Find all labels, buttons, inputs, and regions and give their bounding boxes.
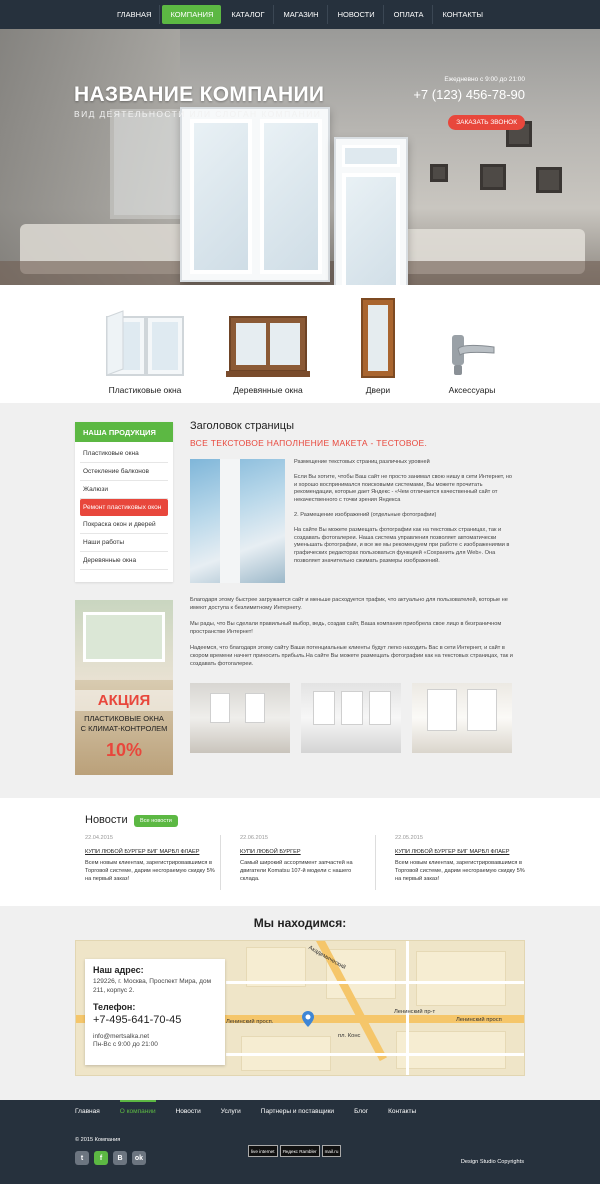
news-divider [375,835,376,890]
footer-link-services[interactable]: Услуги [220,1108,241,1115]
news-title: Новости [85,814,128,826]
page-title: Заголовок страницы [190,420,294,432]
interior-window [313,691,335,725]
map-label: Ленинский просп. [226,1019,274,1025]
map-label: пл. Конс [338,1033,361,1039]
promo-banner[interactable] [75,600,173,775]
all-news-button[interactable]: Все новости [134,815,178,827]
header-phone: +7 (123) 456-78-90 [413,87,525,102]
contact-phone: +7-495-641-70-45 [93,1014,182,1026]
news-headline[interactable]: КУПИ ЛЮБОЙ БУРГЕР [240,849,301,855]
gallery-photo[interactable] [301,683,401,753]
gallery-photo[interactable] [412,683,512,753]
news-date: 22.05.2015 [395,835,423,841]
sidebar-list [75,442,173,570]
interior-window [245,693,265,723]
content-text-side [294,459,514,573]
news-headline[interactable]: КУПИ ЛЮБОЙ БУРГЕР БИГ МАРБЛ ФЛАЕР [395,849,510,855]
odnoklassniki-icon[interactable]: ok [132,1151,146,1165]
working-hours: Ежедневно с 9:00 до 21:00 [444,76,525,83]
map-block [396,1031,506,1069]
footer-link-news[interactable]: Новости [175,1108,201,1115]
interior-window [467,689,497,731]
window-pane [260,119,322,274]
counter-badge[interactable]: live internet [248,1145,278,1157]
window-pane [190,119,252,274]
top-nav [0,0,600,29]
studio-credit[interactable]: Design Studio Copyrights [460,1159,524,1165]
content-photo [190,459,285,583]
promo-line: С КЛИМАТ-КОНТРОЛЕМ [80,724,168,733]
news-date: 22.04.2015 [85,835,113,841]
category-label: Аксессуары [448,385,496,395]
paragraph: Надеемся, что благодаря этому сайту Ваши потенциальные клиенты будут легко находить Вас в сети Интернет, и сайт в скором времени начнет приносить прибыль.На сайте Вы можете размещать фотографии как на текстовых страницах, так и создавать фотогалереи. [190,645,513,667]
location-title: Мы находимся: [253,916,347,930]
wooden-window-image [208,297,328,379]
sidebar-item-blinds[interactable]: Жалюзи [80,481,168,499]
promo-discount: 10% [105,740,143,760]
category-label: Пластиковые окна [108,385,182,395]
window-pane [342,173,400,285]
hero-picture-frame [480,164,506,190]
news-body: Самый широкий ассортимент запчастей на двигатели Komatsu 107-й модели с нашего склада. [240,860,353,882]
address-card [85,959,225,1065]
nav-item-catalog[interactable]: КАТАЛОГ [223,5,273,24]
sidebar-item-balconies[interactable]: Остекление балконов [80,463,168,481]
vk-icon[interactable]: B [113,1151,127,1165]
sidebar-title: НАША ПРОДУКЦИЯ [75,422,173,442]
promo-subtitle [75,714,173,734]
facebook-icon[interactable]: f [94,1151,108,1165]
nav-item-company[interactable]: КОМПАНИЯ [162,5,221,24]
hero-picture-frame [430,164,448,182]
news-body: Всем новым клиентам, зарегистрировавшимся в Торговой системе, дарим несгораемую скидку 5% на первый заказ! [85,860,215,882]
interior-window [427,689,457,731]
company-slogan: ВИД ДЕЯТЕЛЬНОСТИ ИЛИ СЛОГАН КОМПАНИИ [74,109,322,119]
paragraph: Мы рады, что Вы сделали правильный выбор, ведь, создав сайт, Ваша компания приобрела свое лицо в безграничном пространстве Интернет! [190,621,502,635]
map-label: Ленинский пр-т [394,1009,436,1015]
copyright: © 2015 Компания [75,1137,121,1143]
news-item [85,835,215,883]
hero-banner [0,29,600,285]
map-street [226,1053,525,1056]
category-wooden-windows[interactable] [208,297,328,395]
promo-window-image [83,612,165,662]
footer-link-about[interactable]: О компании [120,1108,156,1118]
sidebar-item-our-works[interactable]: Наши работы [80,534,168,552]
interior-window [210,693,230,723]
interior-window [369,691,391,725]
address-label: Наш адрес: [93,965,144,975]
news-section [0,798,600,906]
counter-badge[interactable]: mail.ru [322,1145,342,1157]
plastic-window-image [85,297,205,379]
footer-link-contacts[interactable]: Контакты [388,1108,417,1115]
footer-link-home[interactable]: Главная [75,1108,100,1115]
category-plastic-windows[interactable] [85,297,205,395]
map-label: Академический [307,944,347,972]
photo-gallery [190,683,515,753]
counter-badge[interactable]: Яндекс Rambler [280,1145,320,1157]
sidebar-item-painting[interactable]: Покраска окон и дверей [80,516,168,534]
page-content [190,420,515,667]
sidebar-item-plastic-windows[interactable]: Пластиковые окна [80,445,168,463]
news-body: Всем новым клиентам, зарегистрировавшимся в Торговой системе, дарим несгораемую скидку 5% на первый заказ! [395,860,525,882]
sidebar-item-wooden-windows[interactable]: Деревянные окна [80,552,168,570]
contact-email[interactable]: info@mertsalka.net [93,1033,150,1040]
news-date: 22.06.2015 [240,835,268,841]
interior-window [341,691,363,725]
contact-hours: Пн-Вс с 9:00 до 21:00 [93,1041,158,1048]
promo-line: ПЛАСТИКОВЫЕ ОКНА [84,714,164,723]
address-text: 129226, г. Москва, Проспект Мира, дом 211, корпус 2. [93,978,212,994]
map-block [416,951,506,1006]
hero-window-product [334,137,408,285]
gallery-photo[interactable] [190,683,290,753]
window-frame [220,459,240,583]
company-name[interactable]: НАЗВАНИЕ КОМПАНИИ [74,83,325,106]
category-label: Двери [365,385,391,395]
category-accessories[interactable] [412,297,532,395]
map-label: Ленинский просп [456,1017,502,1023]
category-label: Деревянные окна [233,385,303,395]
nav-item-contacts[interactable]: КОНТАКТЫ [442,10,483,19]
category-strip [0,285,600,403]
map-pin-icon[interactable] [302,1011,314,1029]
paragraph: На сайте Вы можете размещать фотографии как на текстовых страницах, так и создавать фотогалереи. Наша система управления позволяет автоматически уменьшать фотографии, и все же мы рекомендуем при работе с изображениями в графических редакторах пользоваться функцией «Сохранить для Web». Она позволяет значительно сжимать размеры изображений. [294,526,510,564]
main-section [0,403,600,798]
nav-item-payment[interactable]: ОПЛАТА [386,5,433,24]
twitter-icon[interactable]: t [75,1151,89,1165]
social-links [75,1151,151,1165]
sidebar-item-repair[interactable]: Ремонт пластиковых окон [80,499,168,516]
products-sidebar [75,422,173,582]
paragraph: 2. Размещение изображений (отдельные фотографии) [294,511,437,518]
promo-title: АКЦИЯ [75,690,173,711]
footer-link-blog[interactable]: Блог [354,1108,369,1115]
footer-nav [75,1108,436,1118]
paragraph: Если Вы хотите, чтобы Ваш сайт не просто занимал свою нишу в сети Интернет, но и хорошо воспринимался поисковыми системами, Вы можете прочитать рекомендации, которые дает Яндекс - «Чем отличается качественный сайт от некачественного с точки зрения Яндекса [294,473,513,504]
news-headline[interactable]: КУПИ ЛЮБОЙ БУРГЕР БИГ МАРБЛ ФЛАЕР [85,849,200,855]
hero-picture-frame [536,167,562,193]
news-divider [220,835,221,890]
window-transom [342,145,400,167]
news-item [395,835,525,883]
paragraph: Размещение текстовых страниц различных уровней [294,459,430,465]
map-street [226,981,525,984]
nav-item-shop[interactable]: МАГАЗИН [276,5,328,24]
nav-item-news[interactable]: НОВОСТИ [330,5,384,24]
page-subtitle: ВСЕ ТЕКСТОВОЕ НАПОЛНЕНИЕ МАКЕТА - ТЕСТОВОЕ. [190,438,428,448]
callback-button[interactable]: ЗАКАЗАТЬ ЗВОНОК [448,115,525,130]
paragraph: Благодаря этому быстрее загружается сайт и меньше расходуется трафик, что актуально для пользователей, которые не имеют доступа к безлимитному Интернету. [190,597,508,611]
footer [0,1100,600,1184]
location-section [0,906,600,1100]
handle-image [412,297,532,379]
phone-label: Телефон: [93,1002,136,1012]
hero-window-product [180,107,330,282]
footer-link-partners[interactable]: Партнеры и поставщики [260,1108,335,1115]
stat-counters [248,1145,343,1157]
nav-item-home[interactable]: ГЛАВНАЯ [109,5,160,24]
news-item [240,835,370,883]
